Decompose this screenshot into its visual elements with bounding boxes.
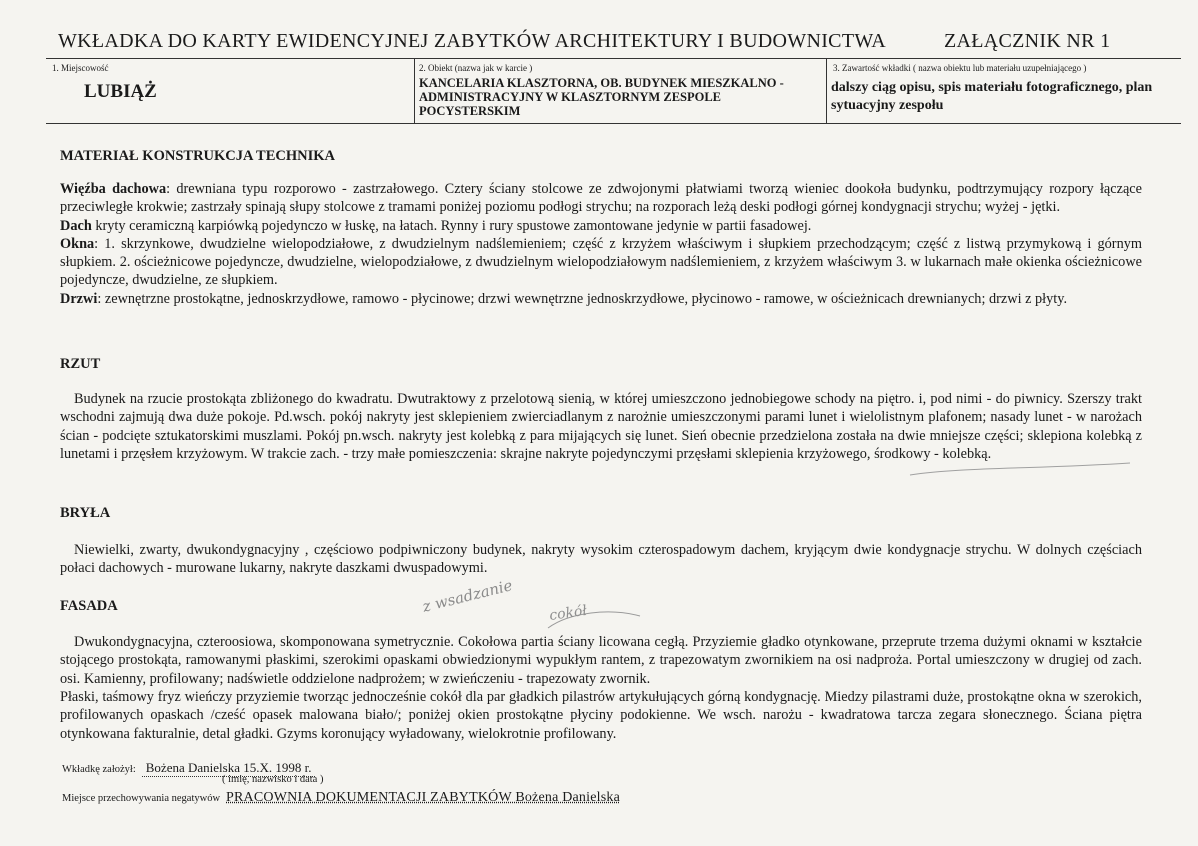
pencil-arc: [548, 612, 640, 628]
massing-paragraph: Niewielki, zwarty, dwukondygnacyjny , częściowo podpiwniczony budynek, nakryty wysokim czterospadowym dachem, kryjącym dwie kondygnacje strychu. W dolnych częściach połaci dachowych - murowane lukarny, nakryte daszkami dwuspadowymi.: [60, 542, 1142, 577]
author-label: Wkładkę założył:: [62, 764, 136, 775]
content-label: 3. Zawartość wkładki ( nazwa obiektu lub materiału uzupełniającego ): [833, 63, 1087, 73]
doors-term: Drzwi: [60, 290, 98, 307]
document-title: WKŁADKA DO KARTY EWIDENCYJNEJ ZABYTKÓW ARCHITEKTURY I BUDOWNICTWA: [58, 30, 887, 52]
doors-text: : zewnętrzne prostokątne, jednoskrzydłowe, ramowo - płycinowe; drzwi wewnętrzne jednoskrzydłowe, płycinowo - ramowe, w ościeżnicach drewnianych; drzwi z płyty.: [97, 290, 1068, 307]
object-field: [414, 59, 827, 123]
section-heading-massing: BRYŁA: [60, 505, 111, 521]
material-paragraph: [60, 180, 1142, 308]
header-fields-frame: [46, 58, 1181, 124]
facade-paragraph-1: Dwukondygnacyjna, czteroosiowa, skomponowana symetrycznie. Cokołowa partia ściany licowana cegłą. Przyziemie gładko otynkowane, przeprute trzema dużymi oknami w kształcie stojącego prostokąta, ramowanymi płaskimi, szerokimi opaskami obwiedzionymi wypukłym rantem, z trapezowatym zwornikiem na osi nadproża. Portal umieszczony w drugiej od zach. osi. Kamienny, profilowany; nadświetle oddzielone nadprożem; w zwieńczeniu - trapezowaty zwornik.: [60, 634, 1142, 687]
place-label: 1. Miejscowość: [52, 63, 109, 73]
negatives-value: PRACOWNIA DOKUMENTACJI ZABYTKÓW Bożena Danielska: [226, 790, 620, 805]
object-value: KANCELARIA KLASZTORNA, OB. BUDYNEK MIESZKALNO -ADMINISTRACYJNY W KLASZTORNYM ZESPOLE POCYSTERSKIM: [419, 76, 784, 118]
roof-term: Dach: [60, 217, 92, 234]
place-value: LUBIĄŻ: [84, 81, 157, 102]
content-value: dalszy ciąg opisu, spis materiału fotograficznego, plan sytuacyjny zespołu: [831, 80, 1153, 113]
object-label: 2. Obiekt (nazwa jak w karcie ): [419, 63, 533, 73]
author-value: Bożena Danielska 15.X. 1998 r.: [142, 760, 316, 777]
negatives-label: Miejsce przechowywania negatywów: [62, 793, 221, 804]
pencil-line: [910, 463, 1130, 475]
plan-paragraph: Budynek na rzucie prostokąta zbliżonego do kwadratu. Dwutraktowy z przelotową sienią, w której umieszczono jednobiegowe schody na piętro. i, pod nimi - do piwnicy. Szerszy trakt wschodni zajmują dwa duże pokoje. Pd.wsch. pokój nakryty jest sklepieniem zwierciadlanym z narożnie umieszczonymi parami lunet i wielolistnym plafonem; nasady lunet - w narożach ścian - podcięte sztukatorskimi muszlami. Pokój pn.wsch. nakryty jest kolebką z para mijających się lunet. Sień obecnie przedzielona została na dwie mniejsze części; sklepiona kolebką z lunetami i przęsłem krzyżowym. W trakcie zach. - trzy małe pomieszczenia: skrajne nakryte pojedynczymi przęsłami sklepienia krzyżowego, środkowy - kolebką.: [60, 391, 1142, 462]
place-field: [46, 59, 414, 123]
section-heading-plan: RZUT: [60, 356, 101, 372]
pencil-annotation-2: [540, 598, 650, 638]
author-sublabel: ( imię, nazwisko i data ): [222, 774, 324, 785]
section-heading-material: MATERIAŁ KONSTRUKCJA TECHNIKA: [60, 148, 336, 164]
roof-truss-term: Więźba dachowa: [60, 181, 167, 197]
pencil-note-2: cokół: [548, 602, 588, 624]
negatives-row: [62, 790, 620, 806]
facade-paragraph-2: Płaski, taśmowy fryz wieńczy przyziemie tworząc jednocześnie cokół dla par gładkich pilastrów artykułujących górną kondygnację. Miedzy pilastrami duże, prostokątne okna w szerokich, profilowanych opaskach /cześć opasek malowana biało/; poniżej okien prostokątne płyciny podokienne. We wsch. narożu - kwadratowa tarcza zegara słonecznego. Ściana piętra otynkowana fakturalnie, detal gładki. Gzyms koronujący wyładowany, wielokrotnie profilowany.: [60, 689, 1142, 742]
pencil-note-1: z wsadzanie: [420, 576, 515, 616]
windows-term: Okna: [60, 235, 95, 252]
section-heading-facade: FASADA: [60, 598, 118, 614]
content-field: [826, 59, 1182, 123]
roof-text: kryty ceramiczną karpiówką pojedynczo w łuskę, na łatach. Rynny i rury spustowe zamontowane jedynie w partii fasadowej.: [91, 217, 812, 234]
annex-number: ZAŁĄCZNIK NR 1: [944, 30, 1111, 52]
pencil-annotation: [420, 572, 540, 622]
roof-truss-text: : drewniana typu rozporowo - zastrzałowego. Cztery ściany stolcowe ze zdwojonymi płatwiami tworzą wieniec dookoła budynku, podtrzymujący rozpory łączące przeciwległe krokwie; zastrzały spinają słupy stolcowe z tramami poniżej poziomu podłogi strychu; na rozporach leżą deski podłogi górnej kondygnacji strychu; wyżej - jętki.: [60, 181, 1142, 216]
windows-text: : 1. skrzynkowe, dwudzielne wielopodziałowe, z dwudzielnym nadślemieniem; część z krzyżem właściwym i słupkiem przechodzącym; część z listwą przymykową i górnym słupkiem. 2. ościeżnicowe pojedyncze, dwudzielne, wielopodziałowe, z dwudzielnym wielopodziałowym nadślemieniem, z krzyżem właściwym 3. w lukarnach małe okienka ościeżnicowe pojedyncze, dwudzielne, ze słupkiem.: [60, 235, 1142, 289]
